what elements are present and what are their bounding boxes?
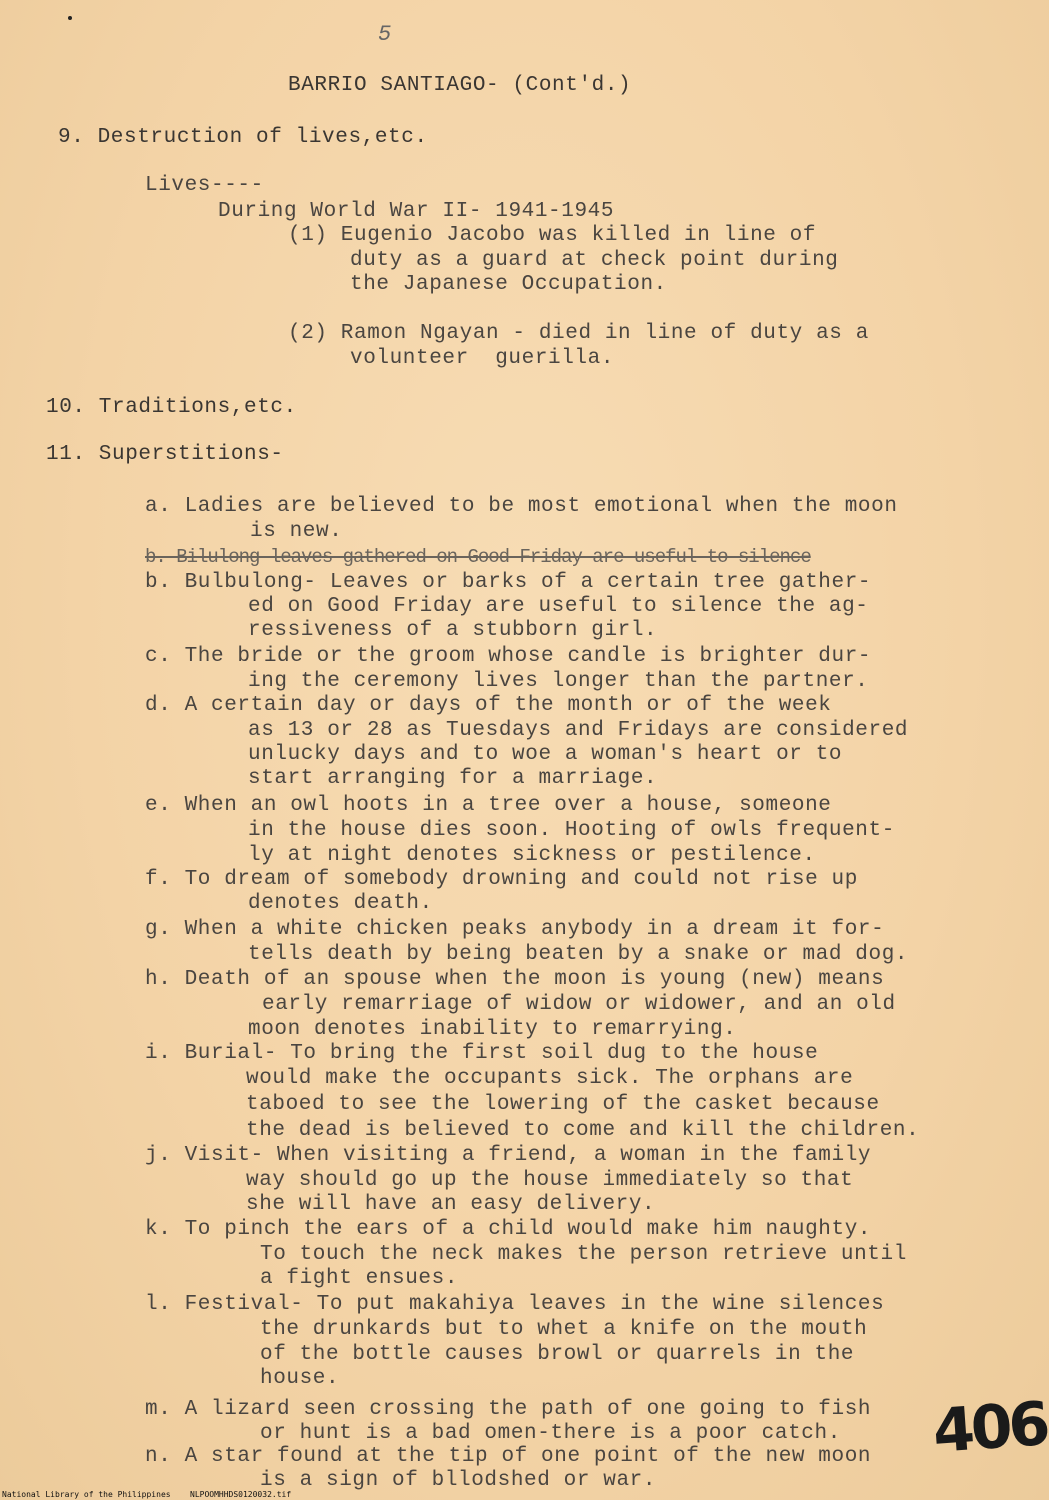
page-number: 5 [378,22,392,47]
ink-speck [68,16,72,20]
section-9-title: 9. Destruction of lives,etc. [58,126,428,149]
item1-line3: the Japanese Occupation. [350,273,667,296]
page-stamp-number: 406 [930,1389,1049,1467]
section-10-title: 10. Traditions,etc. [46,396,297,419]
item-i-line1: i. Burial- To bring the first soil dug to the house [145,1042,819,1065]
item-j-line2: way should go up the house immediately so that [246,1169,854,1192]
item-b-line2: ed on Good Friday are useful to silence the ag- [248,595,869,618]
item-f-line1: f. To dream of somebody drowning and could not rise up [145,868,858,891]
item-d-line1: d. A certain day or days of the month or of the week [145,694,832,717]
item-f-line2: denotes death. [248,892,433,915]
item-h-line1: h. Death of an spouse when the moon is young (new) means [145,968,885,991]
item-e-line3: ly at night denotes sickness or pestilence. [248,844,816,867]
war-period: During World War II- 1941-1945 [218,200,615,223]
item-m-line2: or hunt is a bad omen-there is a poor catch. [260,1422,841,1445]
item-a-line1: a. Ladies are believed to be most emotional when the moon [145,495,898,518]
item-d-line2: as 13 or 28 as Tuesdays and Fridays are considered [248,719,909,742]
item2-line2: volunteer guerilla. [350,347,615,370]
item-n-line2: is a sign of bllodshed or war. [260,1469,657,1492]
footer-filename: NLPOOMHHDS0120032.tif [190,1490,292,1499]
item-k-line1: k. To pinch the ears of a child would make him naughty. [145,1218,872,1241]
item-j-line3: she will have an easy delivery. [246,1193,656,1216]
item-b-line3: ressiveness of a stubborn girl. [248,619,658,642]
item-b-line1: b. Bulbulong- Leaves or barks of a certain tree gather- [145,571,872,594]
item-i-line2: would make the occupants sick. The orphans are [246,1067,854,1090]
item2-line1: (2) Ramon Ngayan - died in line of duty as a [288,322,869,345]
struck-line: b. Bilulong leaves gathered on Good Friday are useful to silence [145,546,811,568]
item-k-line2: To touch the neck makes the person retrieve until [260,1243,907,1266]
footer-library: National Library of the Philippines [2,1490,171,1499]
item-n-line1: n. A star found at the tip of one point of the new moon [145,1445,872,1468]
item-l-line2: the drunkards but to whet a knife on the mouth [260,1318,868,1341]
lives-label: Lives---- [145,174,264,197]
item-c-line2: ing the ceremony lives longer than the partner. [248,670,869,693]
item-k-line3: a fight ensues. [260,1267,459,1290]
item-i-line3: taboed to see the lowering of the casket because [246,1093,880,1116]
item-c-line1: c. The bride or the groom whose candle is brighter dur- [145,645,872,668]
item1-line2: duty as a guard at check point during [350,249,839,272]
item-m-line1: m. A lizard seen crossing the path of one going to fish [145,1398,872,1421]
item-d-line4: start arranging for a marriage. [248,767,658,790]
item-j-line1: j. Visit- When visiting a friend, a woman in the family [145,1144,872,1167]
item1-line1: (1) Eugenio Jacobo was killed in line of [288,224,817,247]
item-e-line1: e. When an owl hoots in a tree over a house, someone [145,794,832,817]
item-d-line3: unlucky days and to woe a woman's heart or to [248,743,843,766]
item-h-line2: early remarriage of widow or widower, and an old [262,993,896,1016]
item-i-line4: the dead is believed to come and kill the children. [246,1119,920,1142]
item-g-line2: tells death by being beaten by a snake or mad dog. [248,943,909,966]
page-header: BARRIO SANTIAGO- (Cont'd.) [288,74,632,97]
item-g-line1: g. When a white chicken peaks anybody in a dream it for- [145,918,885,941]
item-l-line1: l. Festival- To put makahiya leaves in the wine silences [145,1293,885,1316]
item-l-line4: house. [260,1367,340,1390]
item-e-line2: in the house dies soon. Hooting of owls frequent- [248,819,895,842]
item-a-line2: is new. [250,520,343,543]
section-11-title: 11. Superstitions- [46,443,284,466]
item-l-line3: of the bottle causes browl or quarrels in the [260,1343,855,1366]
item-h-line3: moon denotes inability to remarrying. [248,1018,737,1041]
